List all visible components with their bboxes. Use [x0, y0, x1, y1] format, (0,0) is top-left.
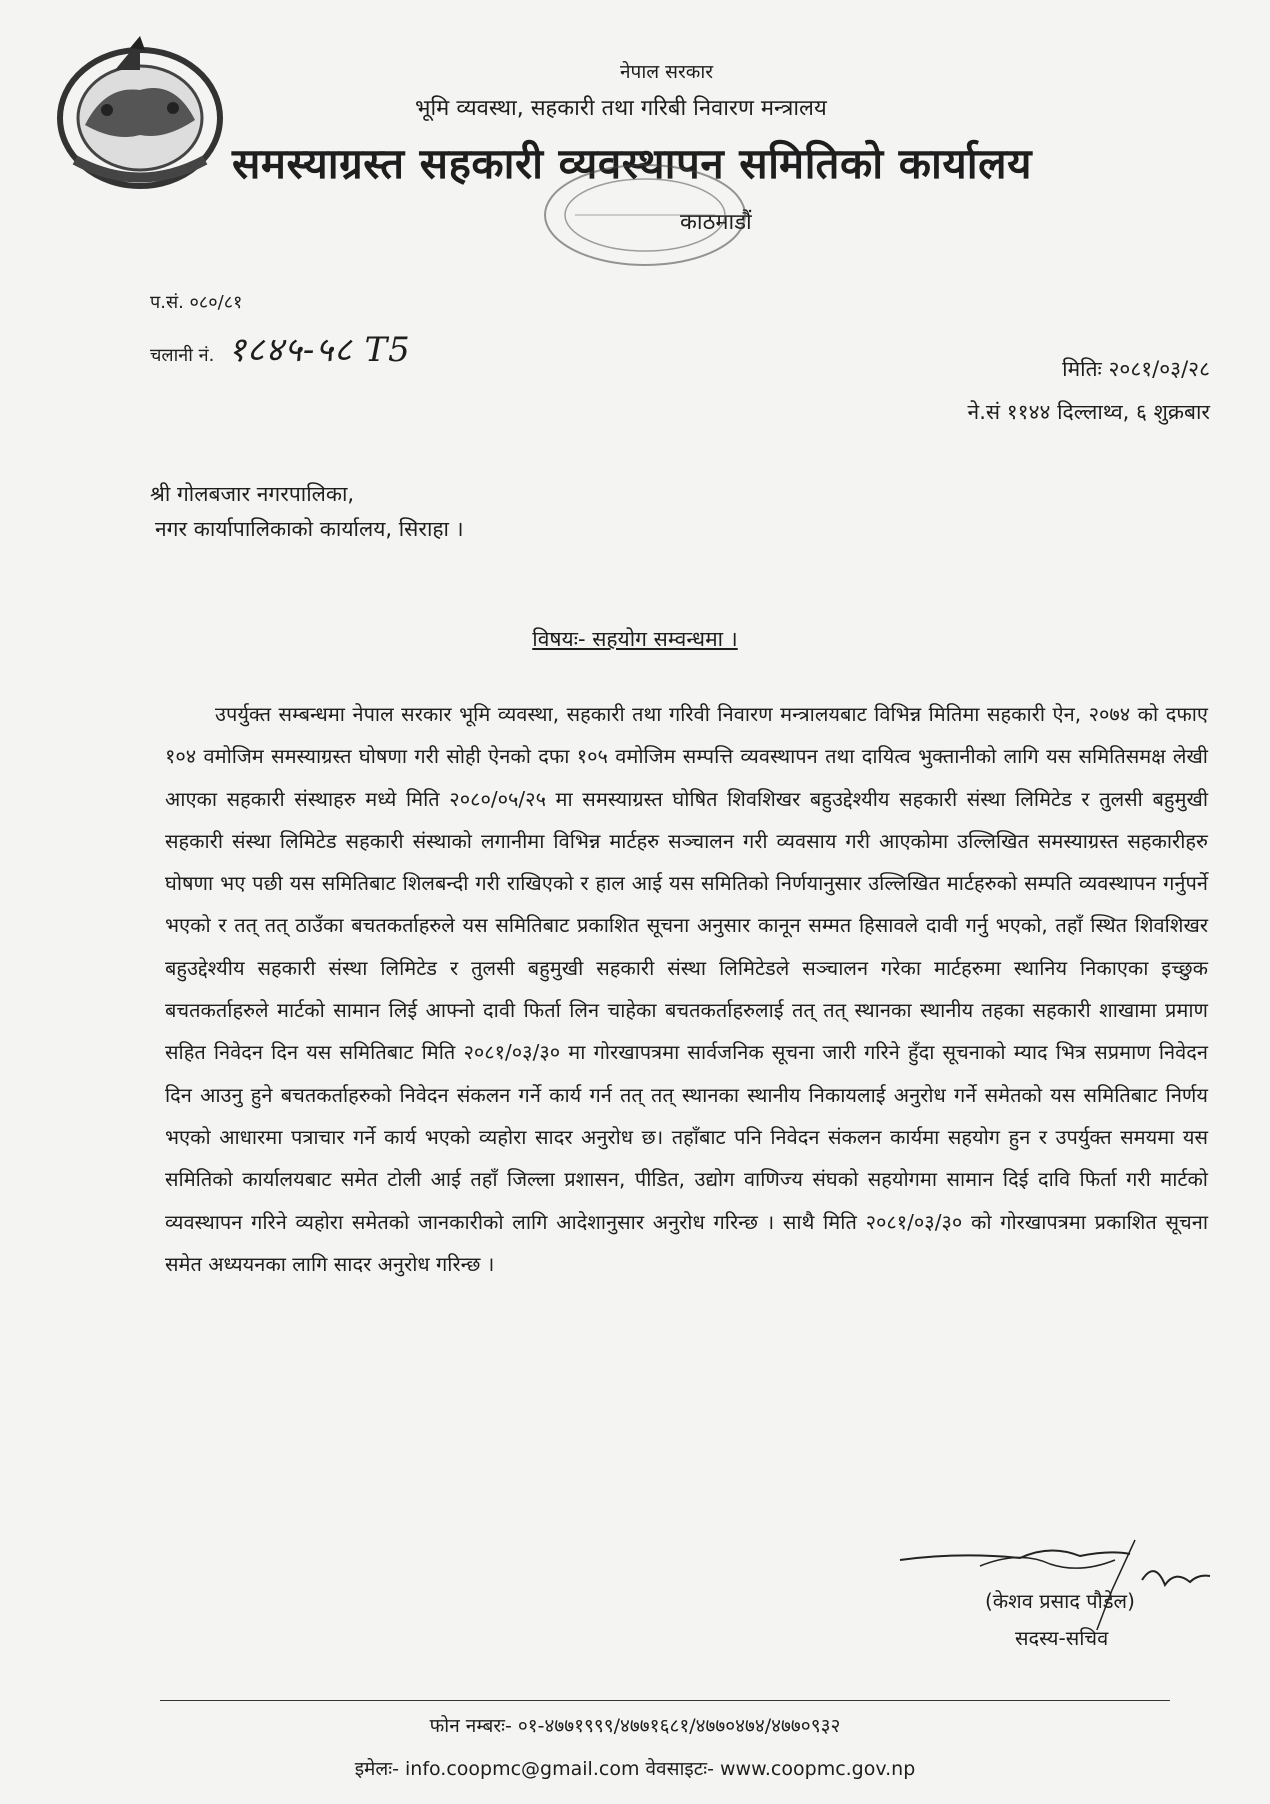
- letter-date: मितिः २०८१/०३/२८: [1062, 357, 1210, 381]
- office-city: काठमाडौं: [680, 210, 752, 235]
- nepal-emblem-icon: [45, 30, 235, 200]
- letter-subject: [0, 625, 1270, 653]
- signatory-name: (केशव प्रसाद पौडेल): [985, 1589, 1135, 1613]
- dispatch-label: चलानी नं.: [150, 345, 215, 366]
- reference-number: प.सं. ०८०/८१: [150, 292, 243, 313]
- office-stamp-icon: [535, 150, 755, 280]
- footer-phone: फोन नम्बरः- ०१-४७७१९९९/४७७१६८१/४७७०४७४/४७७०९३२: [429, 1715, 841, 1737]
- dispatch-number: [150, 325, 411, 371]
- subject-text: विषयः- सहयोग सम्वन्धमा ।: [532, 627, 738, 651]
- government-name: नेपाल सरकार: [620, 61, 714, 83]
- footer-contact: इमेलः- info.coopmc@gmail.com वेवसाइटः- www.coopmc.gov.np: [354, 1758, 916, 1780]
- signatory-title: सदस्य-सचिव: [1015, 1626, 1109, 1650]
- dispatch-value: १८४५-५८ T5: [228, 330, 411, 370]
- addressee-line-1: श्री गोलबजार नगरपालिका,: [150, 482, 355, 506]
- office-name: समस्याग्रस्त सहकारी व्यवस्थापन समितिको कार्यालय: [232, 139, 1032, 188]
- letter-body: उपर्युक्त सम्बन्धमा नेपाल सरकार भूमि व्यवस्था, सहकारी तथा गरिवी निवारण मन्त्रालयबाट विभिन्न मितिमा सहकारी ऐन, २०७४ को दफाए १०४ वमोजिम समस्याग्रस्त घोषणा गरी सोही ऐनको दफा १०५ वमोजिम सम्पत्ति व्यवस्थापन तथा दायित्व भुक्तानीको लागि यस समितिसमक्ष लेखी आएका सहकारी संस्थाहरु मध्ये मिति २०८०/०५/२५ मा समस्याग्रस्त घोषित शिवशिखर बहुउद्देश्यीय सहकारी संस्था लिमिटेड र तुलसी बहुमुखी सहकारी संस्था लिमिटेड सहकारी संस्थाको लगानीमा विभिन्न मार्टहरु सञ्चालन गरी व्यवसाय गरी आएकोमा उल्लिखित समस्याग्रस्त सहकारीहरु घोषणा भए पछी यस समितिबाट शिलबन्दी गरी राखिएको र हाल आई यस समितिको निर्णयानुसार उल्लिखित मार्टहरुको सम्पति व्यवस्थापन गर्नुपर्ने भएको र तत् तत् ठाउँका बचतकर्ताहरुले यस समितिबाट प्रकाशित सूचना अनुसार कानून सम्मत हिसावले दावी गर्नु भएको, तहाँ स्थित शिवशिखर बहुउद्देश्यीय सहकारी संस्था लिमिटेड र तुलसी बहुमुखी सहकारी संस्था लिमिटेडले सञ्चालन गरेका मार्टहरुमा स्थानिय निकाएका इच्छुक बचतकर्ताहरुले मार्टको सामान लिई आफ्नो दावी फिर्ता लिन चाहेका बचतकर्ताहरुलाई तत् तत् स्थानका स्थानीय तहका सहकारी शाखामा प्रमाण सहित निवेदन दिन यस समितिबाट मिति २०८१/०३/३० मा गोरखापत्रमा सार्वजनिक सूचना जारी गरिने हुँदा सूचनाको म्याद भित्र सप्रमाण निवेदन दिन आउनु हुने बचतकर्ताहरुको निवेदन संकलन गर्ने कार्य गर्न तत् तत् स्थानका स्थानीय निकायलाई अनुरोध गर्ने समेतको यस समितिबाट निर्णय भएको आधारमा पत्राचार गर्ने कार्य भएको व्यहोरा सादर अनुरोध छ। तहाँबाट पनि निवेदन संकलन कार्यमा सहयोग हुन र उपर्युक्त समयमा यस समितिको कार्यालयबाट समेत टोली आई तहाँ जिल्ला प्रशासन, पीडित, उद्योग वाणिज्य संघको सहयोगमा सामान दिई दावि फिर्ता गरी मार्टको व्यवस्थापन गरिने व्यहोरा समेतको जानकारीको लागि आदेशानुसार अनुरोध गरिन्छ । साथै मिति २०८१/०३/३० को गोरखापत्रमा प्रकाशित सूचना समेत अध्ययनका लागि सादर अनुरोध गरिन्छ ।: [165, 702, 1208, 1276]
- handwritten-signature: [880, 1530, 1220, 1630]
- nepal-sambat-date: ने.सं ११४४ दिल्लाथ्व, ६ शुक्रबार: [967, 400, 1210, 424]
- footer-divider: [160, 1700, 1170, 1701]
- addressee-line-2: नगर कार्यापालिकाको कार्यालय, सिराहा ।: [155, 517, 464, 541]
- ministry-name: भूमि व्यवस्था, सहकारी तथा गरिबी निवारण मन्त्रालय: [415, 96, 827, 121]
